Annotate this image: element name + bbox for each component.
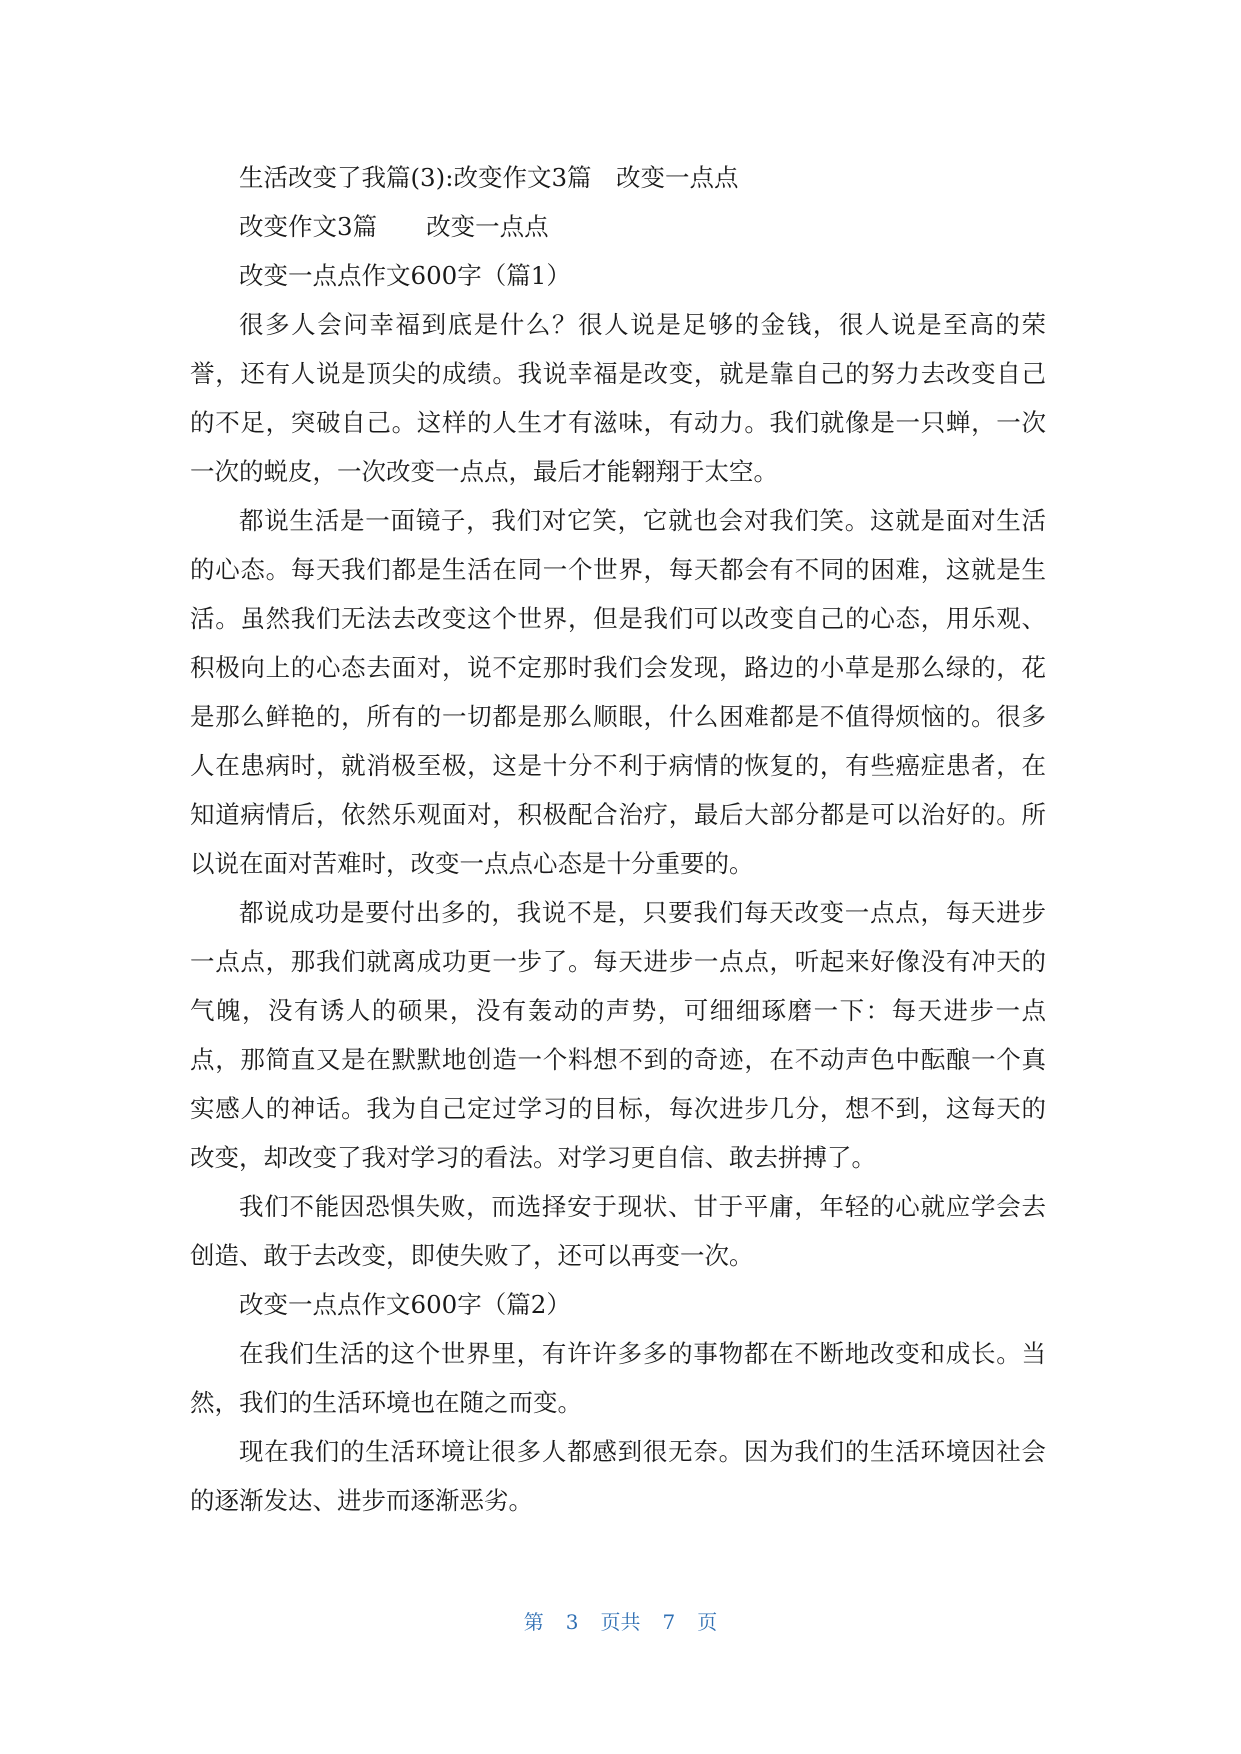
paragraph-line: 实感人的神话。我为自己定过学习的目标，每次进步几分，想不到，这每天的 <box>190 1094 1046 1123</box>
paragraph-line: 改变，却改变了我对学习的看法。对学习更自信、敢去拼搏了。 <box>190 1143 876 1172</box>
paragraph-line: 现在我们的生活环境让很多人都感到很无奈。因为我们的生活环境因社会 <box>239 1437 1046 1466</box>
paragraph-line: 改变一点点作文600字（篇1） <box>239 261 571 290</box>
paragraph-line: 都说生活是一面镜子，我们对它笑，它就也会对我们笑。这就是面对生活 <box>239 506 1046 535</box>
paragraph-line: 创造、敢于去改变，即使失败了，还可以再变一次。 <box>190 1241 754 1270</box>
paragraph-line: 人在患病时，就消极至极，这是十分不利于病情的恢复的，有些癌症患者，在 <box>190 751 1046 780</box>
paragraph <box>190 153 1046 202</box>
paragraph-line: 以说在面对苦难时，改变一点点心态是十分重要的。 <box>190 849 754 878</box>
paragraph-line: 一次的蜕皮，一次改变一点点，最后才能翱翔于太空。 <box>190 457 778 486</box>
paragraph-line: 改变一点点作文600字（篇2） <box>239 1290 571 1319</box>
paragraph-line: 改变作文3篇 改变一点点 <box>239 212 549 241</box>
page-footer <box>0 1608 1241 1636</box>
footer-middle: 页共 <box>600 1610 641 1634</box>
paragraph-line: 气魄，没有诱人的硕果，没有轰动的声势，可细细琢磨一下：每天进步一点 <box>190 996 1046 1025</box>
paragraph-line: 一点点，那我们就离成功更一步了。每天进步一点点，听起来好像没有冲天的 <box>190 947 1046 976</box>
paragraph-line: 在我们生活的这个世界里，有许许多多的事物都在不断地改变和成长。当 <box>239 1339 1046 1368</box>
paragraph-line: 积极向上的心态去面对，说不定那时我们会发现，路边的小草是那么绿的，花 <box>190 653 1046 682</box>
paragraph <box>190 496 1046 888</box>
paragraph-line: 是那么鲜艳的，所有的一切都是那么顺眼，什么困难都是不值得烦恼的。很多 <box>190 702 1046 731</box>
footer-current-page: 3 <box>565 1610 579 1634</box>
paragraph-line: 我们不能因恐惧失败，而选择安于现状、甘于平庸，年轻的心就应学会去 <box>239 1192 1046 1221</box>
footer-total-pages: 7 <box>662 1610 676 1634</box>
paragraph-line: 的逐渐发达、进步而逐渐恶劣。 <box>190 1486 533 1515</box>
footer-prefix: 第 <box>523 1610 544 1634</box>
paragraph-line: 知道病情后，依然乐观面对，积极配合治疗，最后大部分都是可以治好的。所 <box>190 800 1046 829</box>
paragraph-line: 都说成功是要付出多的，我说不是，只要我们每天改变一点点，每天进步 <box>239 898 1046 927</box>
paragraph <box>190 1280 1046 1329</box>
paragraph-line: 活。虽然我们无法去改变这个世界，但是我们可以改变自己的心态，用乐观、 <box>190 604 1046 633</box>
paragraph <box>190 251 1046 300</box>
paragraph-line: 点，那简直又是在默默地创造一个料想不到的奇迹，在不动声色中酝酿一个真 <box>190 1045 1046 1074</box>
paragraph <box>190 888 1046 1182</box>
footer-suffix: 页 <box>697 1610 718 1634</box>
paragraph-line: 誉，还有人说是顶尖的成绩。我说幸福是改变，就是靠自己的努力去改变自己 <box>190 359 1046 388</box>
paragraph <box>190 1427 1046 1525</box>
paragraph-line: 很多人会问幸福到底是什么？很人说是足够的金钱，很人说是至高的荣 <box>239 310 1046 339</box>
paragraph <box>190 202 1046 251</box>
paragraph-line: 然，我们的生活环境也在随之而变。 <box>190 1388 582 1417</box>
paragraph <box>190 300 1046 496</box>
paragraph-line: 的心态。每天我们都是生活在同一个世界，每天都会有不同的困难，这就是生 <box>190 555 1046 584</box>
paragraph <box>190 1182 1046 1280</box>
paragraph <box>190 1329 1046 1427</box>
document-body <box>190 153 1046 1525</box>
paragraph-line: 的不足，突破自己。这样的人生才有滋味，有动力。我们就像是一只蝉，一次 <box>190 408 1046 437</box>
paragraph-line: 生活改变了我篇(3):改变作文3篇 改变一点点 <box>239 163 739 192</box>
